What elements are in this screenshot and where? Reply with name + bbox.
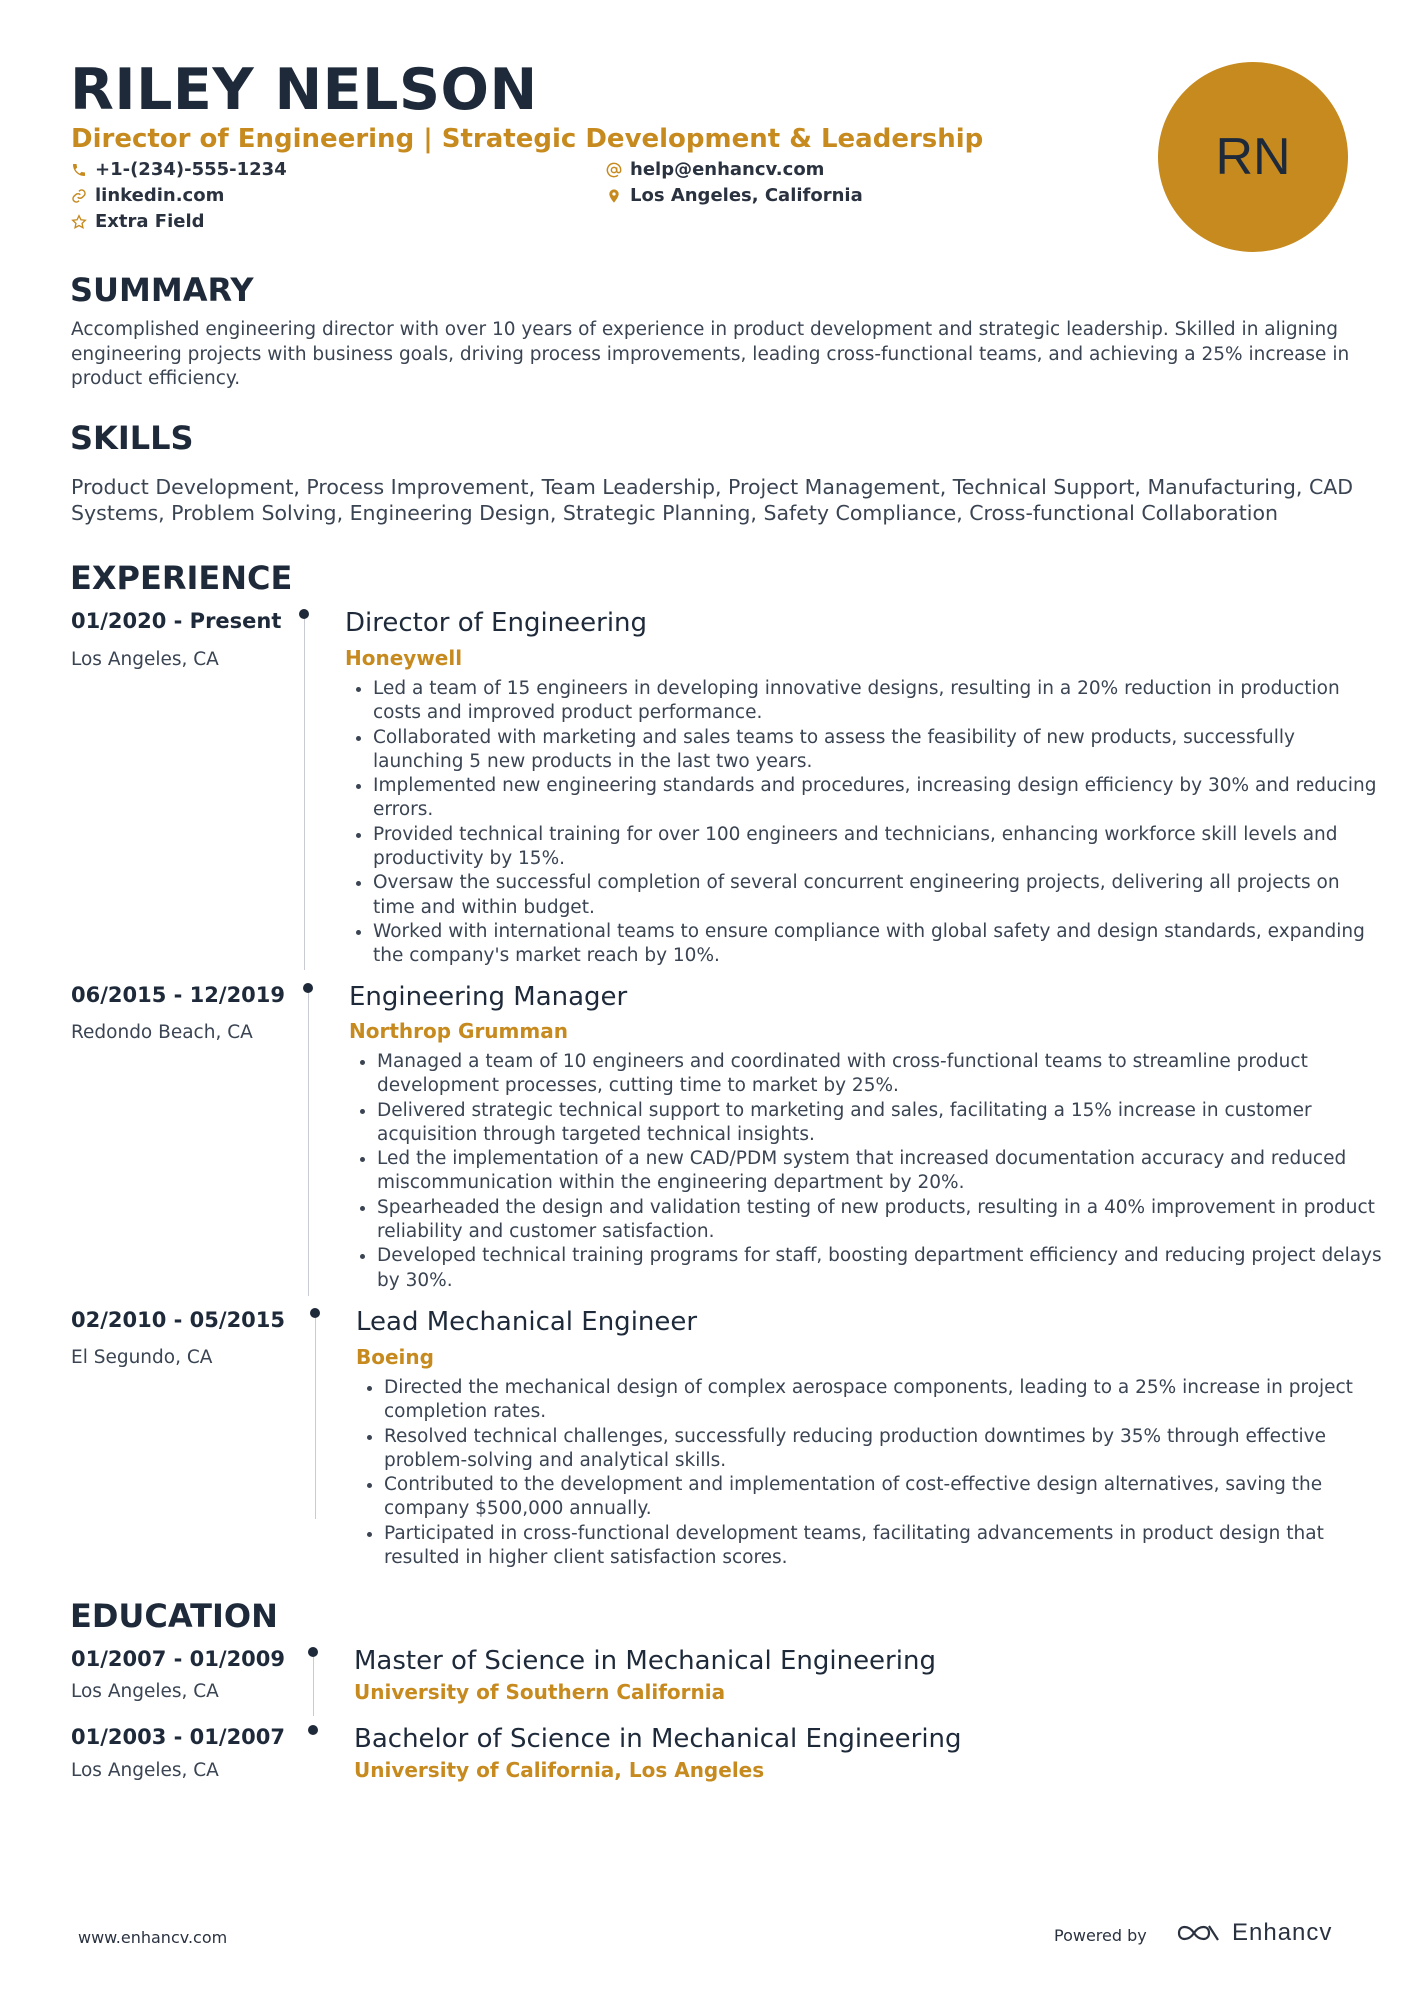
footer-website[interactable]: www.enhancv.com [78, 1928, 228, 1947]
job-bullets [351, 1050, 1383, 1293]
summary-text: Accomplished engineering director with over 10 years of experience in product development and strategic leadership. Skilled in aligning engineering projects with business goals, driving process improvements, leading cross-functional teams, and achieving a 25% increase in product efficiency. [71, 319, 1350, 389]
job-bullet: • Delivered strategic technical support to marketing and sales, facilitating a 15% increase in customer acquisition through targeted technical insights. [377, 1099, 1383, 1148]
enhancv-brand-text: Enhancv [1232, 1919, 1333, 1946]
job-bullet: • Developed technical training programs for staff, boosting department efficiency and reducing project delays by 30%. [377, 1244, 1383, 1293]
timeline-dot [303, 983, 313, 993]
job-bullet: • Implemented new engineering standards and procedures, increasing design efficiency by 30% and reducing errors. [373, 774, 1383, 823]
job-title: Director of Engineering [345, 608, 648, 638]
education-location: Los Angeles, CA [71, 1681, 219, 1702]
job-date: 01/2020 - Present [71, 609, 282, 633]
job-bullet: • Worked with international teams to ensure compliance with global safety and design standards, expanding the company's market reach by 10%. [373, 920, 1383, 969]
job-bullet: • Managed a team of 10 engineers and coordinated with cross-functional teams to streamline product development processes, cutting time to market by 25%. [377, 1050, 1383, 1099]
skills-heading: SKILLS [70, 419, 194, 457]
timeline-line [313, 1652, 314, 1716]
contact-phone [71, 158, 287, 182]
link-icon [71, 188, 87, 204]
avatar-initials: RN [1215, 128, 1291, 186]
job-company: Northrop Grumman [349, 1019, 568, 1043]
job-bullet: • Led a team of 15 engineers in developing innovative designs, resulting in a 20% reduction in production costs and improved product performance. [373, 677, 1383, 726]
contact-extra [71, 210, 205, 234]
extra-field-text: Extra Field [95, 211, 205, 232]
education-date: 01/2007 - 01/2009 [71, 1647, 286, 1671]
candidate-name: RILEY NELSON [70, 57, 538, 123]
timeline-dot [308, 1647, 318, 1657]
location-text: Los Angeles, California [630, 185, 863, 206]
job-location: Redondo Beach, CA [71, 1022, 253, 1043]
summary-heading: SUMMARY [70, 271, 254, 309]
job-bullets [358, 1376, 1384, 1570]
timeline-line [304, 614, 305, 970]
education-school: University of California, Los Angeles [354, 1758, 765, 1782]
contact-email [606, 158, 824, 182]
timeline-dot [299, 609, 309, 619]
education-heading: EDUCATION [70, 1597, 278, 1635]
linkedin-text[interactable]: linkedin.com [95, 185, 225, 206]
at-sign-icon [606, 162, 622, 178]
star-icon [71, 214, 87, 230]
job-bullet: • Provided technical training for over 100 engineers and technicians, enhancing workforce skill levels and productivity by 15%. [373, 823, 1383, 872]
timeline-dot [310, 1308, 320, 1318]
enhancv-logo[interactable] [1176, 1919, 1332, 1947]
job-title: Lead Mechanical Engineer [356, 1307, 698, 1337]
timeline-dot [308, 1725, 318, 1735]
timeline-line [308, 988, 309, 1296]
job-bullet: • Oversaw the successful completion of several concurrent engineering projects, delivering all projects on time and within budget. [373, 871, 1383, 920]
contact-location [606, 184, 863, 208]
job-bullets [347, 677, 1383, 969]
education-school: University of Southern California [354, 1680, 726, 1704]
job-date: 02/2010 - 05/2015 [71, 1308, 286, 1332]
enhancv-logo-icon [1176, 1920, 1222, 1946]
job-company: Boeing [356, 1345, 434, 1369]
location-pin-icon [606, 188, 622, 204]
phone-icon [71, 162, 87, 178]
phone-text: +1-(234)-555-1234 [95, 159, 287, 180]
job-location: Los Angeles, CA [71, 649, 219, 670]
powered-by-label: Powered by [1054, 1926, 1147, 1945]
email-text[interactable]: help@enhancv.com [630, 159, 825, 180]
job-title: Engineering Manager [349, 982, 628, 1012]
job-bullet: • Collaborated with marketing and sales teams to assess the feasibility of new products, successfully launching 5 new products in the last two years. [373, 726, 1383, 775]
timeline-line [315, 1313, 316, 1519]
candidate-subtitle: Director of Engineering | Strategic Development & Leadership [71, 124, 984, 154]
education-degree: Master of Science in Mechanical Engineering [354, 1646, 936, 1676]
education-degree: Bachelor of Science in Mechanical Engineering [354, 1724, 962, 1754]
job-company: Honeywell [345, 646, 463, 670]
education-location: Los Angeles, CA [71, 1760, 219, 1781]
job-bullet: • Directed the mechanical design of complex aerospace components, leading to a 25% increase in project completion rates. [384, 1376, 1384, 1425]
skills-text: Product Development, Process Improvement, Team Leadership, Project Management, Technical Support, Manufacturing, CAD Systems, Problem Solving, Engineering Design, Strategic Planning, Safety Compliance, Cross-functional Collaboration [71, 475, 1354, 525]
education-date: 01/2003 - 01/2007 [71, 1725, 286, 1749]
job-bullet: • Spearheaded the design and validation testing of new products, resulting in a 40% improvement in product reliability and customer satisfaction. [377, 1196, 1383, 1245]
job-bullet: • Led the implementation of a new CAD/PDM system that increased documentation accuracy and reduced miscommunication within the engineering department by 20%. [377, 1147, 1383, 1196]
job-location: El Segundo, CA [71, 1347, 213, 1368]
job-date: 06/2015 - 12/2019 [71, 983, 286, 1007]
job-bullet: • Contributed to the development and implementation of cost-effective design alternatives, saving the company $500,000 annually. [384, 1473, 1384, 1522]
job-bullet: • Resolved technical challenges, successfully reducing production downtimes by 35% through effective problem-solving and analytical skills. [384, 1425, 1384, 1474]
experience-heading: EXPERIENCE [70, 559, 293, 597]
avatar [1158, 62, 1348, 252]
contact-linkedin [71, 184, 224, 208]
job-bullet: • Participated in cross-functional development teams, facilitating advancements in product design that resulted in higher client satisfaction scores. [384, 1522, 1384, 1571]
